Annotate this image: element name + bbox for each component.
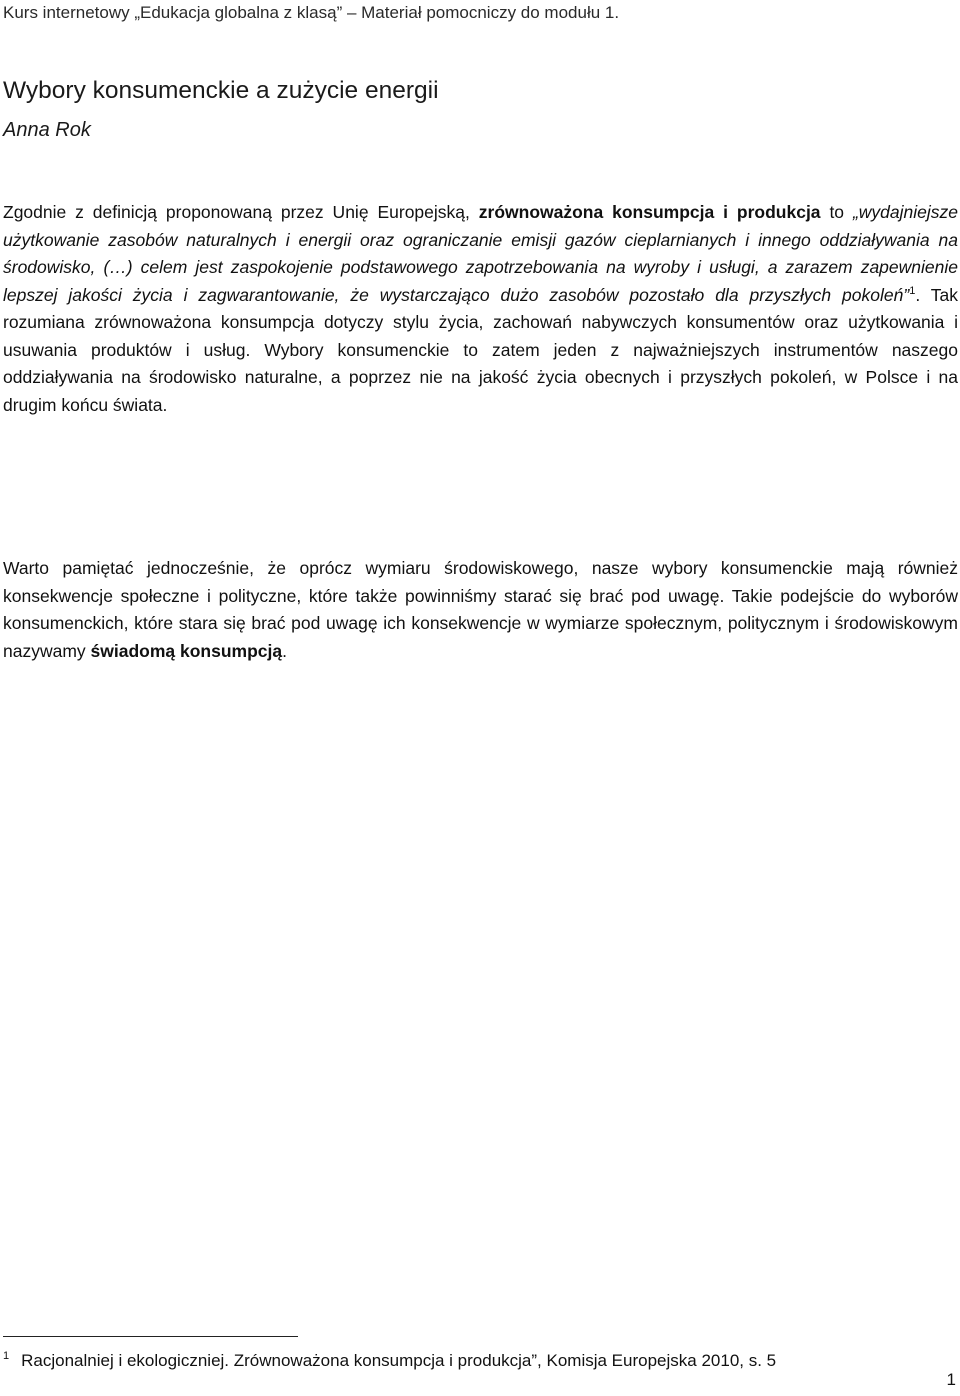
connector-text: to bbox=[820, 202, 853, 222]
document-title: Wybory konsumenckie a zużycie energii bbox=[3, 77, 439, 104]
paragraph-intro-text: Zgodnie z definicją proponowaną przez Unię Europejską, bbox=[3, 202, 479, 222]
page-number: 1 bbox=[946, 1370, 956, 1389]
paragraph-body-text: Warto pamiętać jednocześnie, że oprócz wymiaru środowiskowego, nasze wybory konsumenckie mają również konsekwencje społeczne i polityczne, które także powinniśmy starać się brać pod uwagę. Takie podejście do wyborów konsumenckich, które stara się brać pod uwagę ich konsekwencje w wymiarze społecznym, politycznym i środowiskowym nazywamy bbox=[3, 558, 958, 661]
footnote-number: 1 bbox=[3, 1350, 10, 1363]
footnote-divider bbox=[3, 1336, 298, 1337]
footnote-reference[interactable]: 1 bbox=[909, 284, 916, 297]
running-header: Kurs internetowy „Edukacja globalna z klasą” – Materiał pomocniczy do modułu 1. bbox=[3, 3, 620, 22]
footnote-text: Racjonalniej i ekologiczniej. Zrównoważona konsumpcja i produkcja”, Komisja Europejska 2010, s. 5 bbox=[21, 1351, 777, 1370]
paragraph-definition bbox=[3, 199, 958, 419]
document-author: Anna Rok bbox=[3, 119, 91, 141]
bold-term-conscious-consumption: świadomą konsumpcją bbox=[90, 640, 283, 661]
footnote bbox=[3, 1346, 953, 1376]
definition-quote: „wydajniejsze użytkowanie zasobów naturalnych i energii oraz ograniczanie emisji gazów cieplarnianych i innego oddziaływania na środowisko, (…) celem jest zaspokojenie podstawowego zapotrzebowania na wyroby i usługi, a zarazem zapewnienie lepszej jakości życia i zagwarantowanie, że wystarczająco dużo zasobów pozostało dla przyszłych pokoleń” bbox=[3, 202, 958, 305]
paragraph-end-punctuation: . bbox=[282, 640, 287, 661]
bold-term-sustainable-consumption: zrównoważona konsumpcja i produkcja bbox=[478, 202, 821, 222]
paragraph-conscious-consumption bbox=[3, 555, 958, 665]
paragraph-rest-text: . Tak rozumiana zrównoważona konsumpcja dotyczy stylu życia, zachowań nabywczych konsumentów oraz użytkowania i usuwania produktów i usług. Wybory konsumenckie to zatem jeden z najważniejszych instrumentów naszego oddziaływania na środowisko naturalne, a poprzez nie na jakość życia obecnych i przyszłych pokoleń, w Polsce i na drugim końcu świata. bbox=[3, 284, 959, 415]
